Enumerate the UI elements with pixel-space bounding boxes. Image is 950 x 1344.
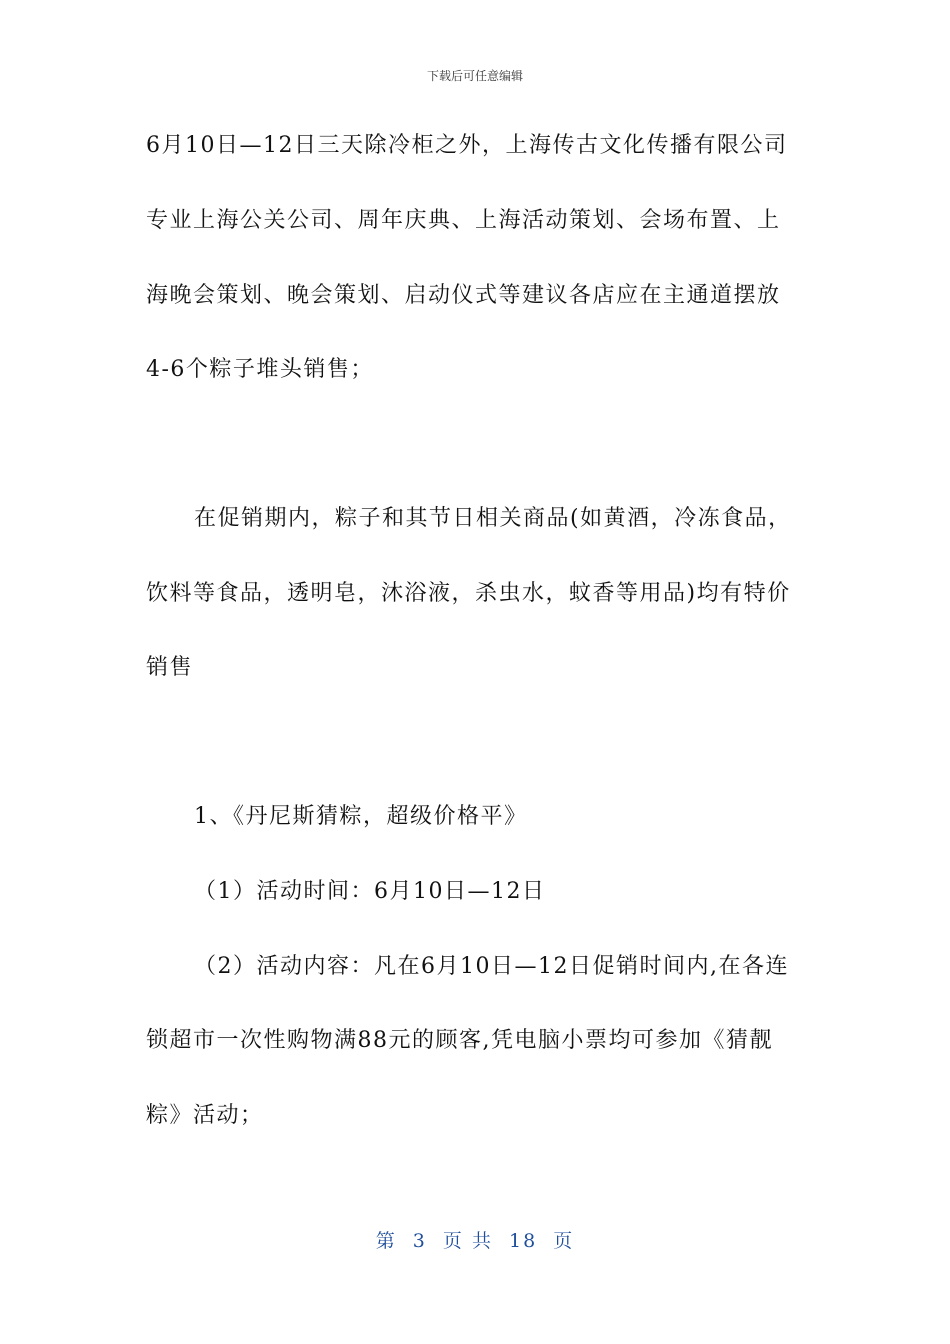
paragraph-line: 6月10日—12日三天除冷柜之外，上海传古文化传播有限公司 bbox=[146, 133, 788, 158]
footer-middle: 页 共 bbox=[442, 1230, 493, 1252]
section-heading: 1、《丹尼斯猜粽，超级价格平》 bbox=[194, 804, 528, 829]
list-item: （2）活动内容：凡在6月10日—12日促销时间内,在各连 bbox=[194, 954, 789, 979]
paragraph-line: 海晚会策划、晚会策划、启动仪式等建议各店应在主通道摆放 bbox=[146, 283, 781, 308]
paragraph-line: 销售 bbox=[146, 655, 194, 680]
paragraph-line: 4-6个粽子堆头销售； bbox=[146, 357, 374, 382]
header-note: 下载后可任意编辑 bbox=[426, 69, 523, 83]
page-footer bbox=[0, 1226, 950, 1253]
footer-suffix: 页 bbox=[553, 1230, 575, 1252]
paragraph-line: 饮料等食品，透明皂，沐浴液，杀虫水，蚊香等用品)均有特价 bbox=[146, 581, 791, 606]
paragraph-line: 专业上海公关公司、周年庆典、上海活动策划、会场布置、上 bbox=[146, 208, 781, 233]
footer-prefix: 第 bbox=[375, 1230, 397, 1252]
page-total: 18 bbox=[509, 1230, 538, 1252]
paragraph-line: 粽》活动； bbox=[146, 1103, 264, 1128]
page-number: 3 bbox=[412, 1230, 427, 1252]
paragraph-line: 在促销期内，粽子和其节日相关商品(如黄酒，冷冻食品， bbox=[194, 506, 792, 531]
list-item: （1）活动时间：6月10日—12日 bbox=[194, 879, 546, 904]
paragraph-line: 锁超市一次性购物满88元的顾客,凭电脑小票均可参加《猜靓 bbox=[146, 1028, 773, 1053]
